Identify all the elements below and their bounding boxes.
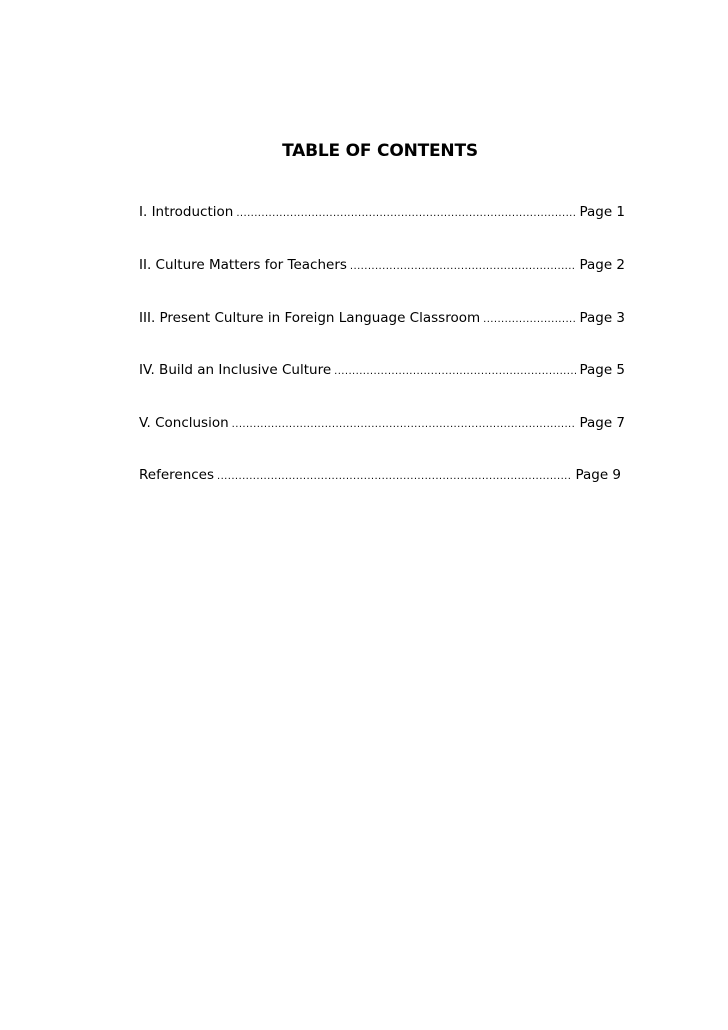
toc-entry-label: III. Present Culture in Foreign Language Classroom xyxy=(139,310,481,326)
toc-entry-conclusion[interactable] xyxy=(139,413,625,433)
page-title: TABLE OF CONTENTS xyxy=(282,141,478,161)
toc-page-number: Page 1 xyxy=(579,204,625,220)
dot-leader xyxy=(483,310,576,328)
toc-page-number: Page 2 xyxy=(579,257,625,273)
toc-entry-label: IV. Build an Inclusive Culture xyxy=(139,362,332,378)
toc-page-number: Page 3 xyxy=(579,310,625,326)
dot-leader xyxy=(232,415,577,433)
toc-entry-label: I. Introduction xyxy=(139,204,234,220)
dot-leader xyxy=(334,362,576,380)
dot-leader xyxy=(350,257,577,275)
toc-entry-references[interactable] xyxy=(139,465,621,485)
toc-entry-label: II. Culture Matters for Teachers xyxy=(139,257,347,273)
toc-entry-label: References xyxy=(139,467,215,483)
toc-entry-inclusive-culture[interactable] xyxy=(139,360,625,380)
toc-entry-present-culture[interactable] xyxy=(139,308,625,328)
dot-leader xyxy=(236,204,576,222)
dot-leader xyxy=(217,467,572,485)
toc-entry-culture-matters[interactable] xyxy=(139,255,625,275)
toc-page-number: Page 9 xyxy=(575,467,621,483)
toc-entry-label: V. Conclusion xyxy=(139,415,229,431)
toc-page-number: Page 5 xyxy=(579,362,625,378)
toc-page-number: Page 7 xyxy=(579,415,625,431)
toc-entry-introduction[interactable] xyxy=(139,202,625,222)
